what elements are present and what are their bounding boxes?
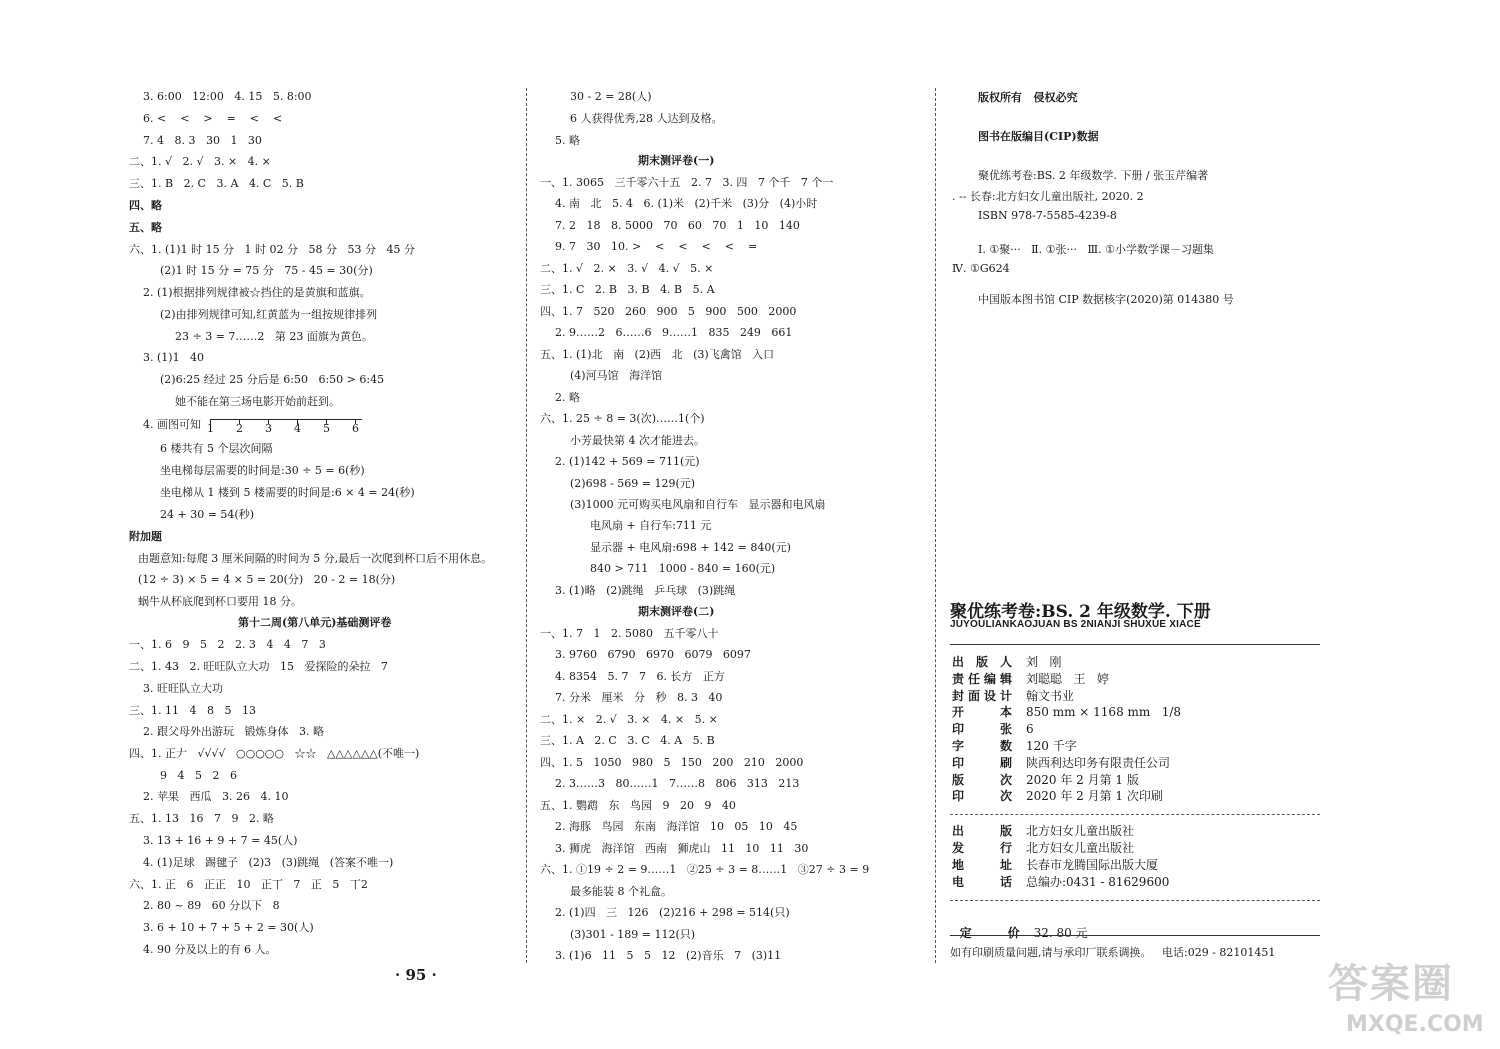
answer-line: 四、1. 5 1050 980 5 150 200 210 2000 — [540, 756, 804, 769]
answer-line: 小芳最快第 4 次才能进去。 — [570, 434, 705, 447]
colophon-key: 责任编辑 — [952, 671, 1012, 686]
answer-line: 五、1. 鹦鹉 东 鸟园 9 20 9 40 — [540, 799, 736, 812]
answer-line: 4. 90 分及以上的有 6 人。 — [143, 943, 277, 956]
colophon-value: 刘 刚 — [1026, 655, 1062, 669]
colophon-value: 总编办:0431 - 81629600 — [1026, 875, 1170, 889]
answer-line: (3)301 - 189 = 112(只) — [570, 928, 696, 941]
answer-line: 3. 旺旺队立大功 — [143, 682, 223, 695]
answer-line: 24 + 30 = 54(秒) — [160, 508, 254, 521]
colophon-key: 印次 — [952, 789, 1012, 804]
colophon-key: 字数 — [952, 739, 1012, 753]
number-line-label: 4 — [294, 422, 301, 435]
answer-line: (2)698 - 569 = 129(元) — [570, 477, 696, 490]
answer-line: (12 ÷ 3) × 5 = 4 × 5 = 20(分) 20 - 2 = 18(分) — [138, 573, 396, 586]
cip-line: ISBN 978-7-5585-4239-8 — [978, 209, 1117, 222]
answer-line: 一、1. 3065 三千零六十五 2. 7 3. 四 7 个千 7 个一 — [540, 176, 834, 189]
answer-line: 30 - 2 = 28(人) — [570, 90, 652, 103]
colophon-key: 开本 — [952, 705, 1012, 720]
number-line-label: 3 — [265, 422, 272, 435]
answer-line: 7. 4 8. 3 30 1 30 — [143, 134, 262, 147]
cip-line: 中国版本图书馆 CIP 数据核字(2020)第 014380 号 — [978, 293, 1234, 306]
colophon-row — [952, 738, 1077, 754]
divider — [950, 935, 1320, 936]
answer-line: 6. < < > = < < — [143, 112, 283, 125]
colophon-row — [952, 721, 1034, 737]
answer-line: 三、1. B 2. C 3. A 4. C 5. B — [129, 177, 304, 190]
answer-line: 四、1. 7 520 260 900 5 900 500 2000 — [540, 305, 797, 318]
answer-line: 840 > 711 1000 - 840 = 160(元) — [590, 562, 776, 575]
answer-line: 4. 画图可知 — [143, 418, 201, 431]
colophon-value: 陕西利达印务有限责任公司 — [1026, 755, 1171, 770]
colophon-row — [952, 788, 1163, 804]
answer-line: 她不能在第三场电影开始前赶到。 — [175, 395, 340, 408]
answer-line: 2. 9……2 6……6 9……1 835 249 661 — [555, 326, 793, 339]
colophon-row — [952, 823, 1134, 839]
answer-line: 六、1. 25 ÷ 8 = 3(次)……1(个) — [540, 412, 705, 425]
answer-line: (2)6:25 经过 25 分后是 6:50 6:50 > 6:45 — [160, 373, 385, 386]
colophon-key: 印刷 — [952, 755, 1012, 770]
answer-line: 附加题 — [129, 530, 162, 543]
colophon-key: 发行 — [952, 841, 1012, 855]
answer-line: 3. 6 + 10 + 7 + 5 + 2 = 30(人) — [143, 921, 314, 934]
answer-line: 五、1. (1)北 南 (2)西 北 (3)飞禽馆 入口 — [540, 348, 775, 361]
colophon-row — [952, 654, 1061, 670]
number-line-label: 6 — [352, 422, 359, 435]
answer-line: 7. 分米 厘米 分 秒 8. 3 40 — [555, 691, 723, 704]
answer-line: 三、1. C 2. B 3. B 4. B 5. A — [540, 283, 715, 296]
answer-line: 六、1. 正 6 正正 10 正丅 7 正 5 丅2 — [129, 878, 368, 891]
answer-line: 四、1. 正𠂇 √√√√ ○○○○○ ☆☆ △△△△△△(不唯一) — [129, 747, 420, 760]
answer-line: 2. 跟父母外出游玩 锻炼身体 3. 略 — [143, 725, 324, 738]
answer-line: 六、1. ①19 ÷ 2 = 9……1 ②25 ÷ 3 = 8……1 ③27 ÷ 3 = 9 — [540, 863, 870, 876]
price-key: 定价 — [959, 926, 1020, 940]
colophon-row — [952, 857, 1158, 873]
watermark-logo — [1320, 952, 1490, 1044]
answer-line: 二、1. √ 2. × 3. √ 4. √ 5. × — [540, 262, 714, 275]
answer-line: 4. 8354 5. 7 7 6. 长方 正方 — [555, 670, 725, 683]
left-section-heading: 第十二周(第八单元)基础测评卷 — [238, 616, 392, 629]
colophon-row — [952, 755, 1170, 771]
answer-line: 2. 80 ~ 89 60 分以下 8 — [143, 899, 280, 912]
answer-line: 二、1. √ 2. √ 3. × 4. × — [129, 155, 271, 168]
answer-line: 一、1. 6 9 5 2 2. 3 4 4 7 3 — [129, 638, 326, 651]
answer-line: 3. 9760 6790 6970 6079 6097 — [555, 648, 751, 661]
section-heading: 期末测评卷(二) — [638, 605, 715, 618]
answer-line: 三、1. A 2. C 3. C 4. A 5. B — [540, 734, 715, 747]
answer-line: 2. 3……3 80……1 7……8 806 313 213 — [555, 777, 800, 790]
answer-line: 7. 2 18 8. 5000 70 60 70 1 10 140 — [555, 219, 800, 232]
cip-line: 版权所有 侵权必究 — [978, 91, 1078, 104]
cip-line: 聚优练考卷:BS. 2 年级数学. 下册 / 张玉芹编著 — [978, 169, 1209, 182]
answer-line: 3. (1)1 40 — [143, 351, 205, 364]
answer-line: 4. 南 北 5. 4 6. (1)米 (2)千米 (3)分 (4)小时 — [555, 197, 818, 210]
answer-line: 3. 6:00 12:00 4. 15 5. 8:00 — [143, 90, 312, 103]
section-heading: 期末测评卷(一) — [638, 154, 715, 167]
answer-line: 6 楼共有 5 个层次间隔 — [160, 442, 273, 455]
colophon-row — [952, 671, 1109, 687]
answer-line: 显示器 + 电风扇:698 + 142 = 840(元) — [590, 541, 791, 554]
colophon-key: 电话 — [952, 875, 1012, 889]
cip-line: Ⅰ. ①聚··· Ⅱ. ①张··· Ⅲ. ①小学数学课－习题集 — [978, 243, 1214, 256]
number-line-label: 1 — [207, 422, 214, 435]
answer-line: (2)1 时 15 分 = 75 分 75 - 45 = 30(分) — [160, 264, 373, 277]
colophon-row — [952, 688, 1074, 704]
answer-line: 三、1. 11 4 8 5 13 — [129, 704, 256, 717]
answer-line: 蜗牛从杯底爬到杯口要用 18 分。 — [138, 595, 302, 608]
colophon-value: 6 — [1026, 722, 1034, 737]
answer-line: 9 4 5 2 6 — [160, 769, 237, 782]
colophon-key: 地址 — [952, 858, 1012, 872]
answer-line: 坐电梯从 1 楼到 5 楼需要的时间是:6 × 4 = 24(秒) — [160, 486, 415, 499]
watermark-url: MXQE.COM — [1346, 1012, 1484, 1037]
colophon-value: 2020 年 2 月第 1 次印刷 — [1026, 789, 1163, 804]
colophon-value: 850 mm × 1168 mm 1/8 — [1026, 705, 1182, 720]
answer-line: 23 ÷ 3 = 7……2 第 23 面旗为黄色。 — [175, 330, 373, 343]
price-row — [952, 909, 1088, 941]
answer-line: 五、1. 13 16 7 9 2. 略 — [129, 812, 274, 825]
answer-line: 5. 略 — [555, 134, 580, 147]
colophon-value: 2020 年 2 月第 1 版 — [1026, 772, 1139, 787]
column-divider — [935, 88, 936, 963]
cip-line: 图书在版编目(CIP)数据 — [978, 130, 1099, 143]
answer-line: 2. 略 — [555, 391, 580, 404]
answer-line: 2. (1)四 三 126 (2)216 + 298 = 514(只) — [555, 906, 790, 919]
answer-line: 二、1. × 2. √ 3. × 4. × 5. × — [540, 713, 718, 726]
answer-line: 六、1. (1)1 时 15 分 1 时 02 分 58 分 53 分 45 分 — [129, 243, 415, 256]
answer-line: 2. (1)根据排列规律被☆挡住的是黄旗和蓝旗。 — [143, 286, 371, 299]
divider — [950, 900, 1320, 901]
answer-line: 3. (1)6 11 5 5 12 (2)音乐 7 (3)11 — [555, 949, 782, 962]
colophon-key: 印张 — [952, 722, 1012, 737]
colophon-key: 封面设计 — [952, 688, 1012, 703]
answer-line: 6 人获得优秀,28 人达到及格。 — [570, 112, 723, 125]
answer-line: 最多能装 8 个礼盒。 — [570, 885, 672, 898]
colophon-row — [952, 840, 1134, 856]
answer-line: 3. (1)略 (2)跳绳 乒乓球 (3)跳绳 — [555, 584, 736, 597]
page-number: · 95 · — [395, 966, 437, 984]
answer-line: 四、略 — [129, 199, 162, 212]
colophon-value: 翰文书业 — [1026, 688, 1075, 703]
answer-line: 4. (1)足球 踢毽子 (2)3 (3)跳绳 (答案不唯一) — [143, 856, 394, 869]
answer-line: 电风扇 + 自行车:711 元 — [590, 519, 712, 532]
price-value: 32. 80 元 — [1033, 926, 1088, 940]
answer-line: 二、1. 43 2. 旺旺队立大功 15 爱探险的朵拉 7 — [129, 660, 388, 673]
colophon-value: 刘聪聪 王 婷 — [1026, 671, 1109, 686]
watermark-text: 答案圈 — [1328, 961, 1454, 1007]
number-line-label: 2 — [236, 422, 243, 435]
answer-line: (2)由排列规律可知,红黄蓝为一组按规律排列 — [160, 308, 378, 321]
number-line — [207, 417, 362, 435]
colophon-key: 出版 — [952, 824, 1012, 838]
divider — [950, 644, 1320, 645]
book-title: 聚优练考卷:BS. 2 年级数学. 下册 — [950, 602, 1211, 622]
colophon-value: 120 千字 — [1026, 739, 1077, 753]
divider — [950, 814, 1320, 815]
colophon-value: 长春市龙腾国际出版大厦 — [1026, 858, 1159, 872]
colophon-key: 出版人 — [952, 655, 1012, 669]
answer-line: (3)1000 元可购买电风扇和自行车 显示器和电风扇 — [570, 498, 826, 511]
colophon-row — [952, 874, 1169, 890]
answer-line: 由题意知:每爬 3 厘米间隔的时间为 5 分,最后一次爬到杯口后不用休息。 — [138, 552, 493, 565]
colophon-row — [952, 704, 1181, 720]
answer-line: 2. 海豚 鸟园 东南 海洋馆 10 05 10 45 — [555, 820, 798, 833]
footer-note: 如有印刷质量问题,请与承印厂联系调换。 电话:029 - 82101451 — [950, 946, 1276, 959]
answer-line: 3. 13 + 16 + 9 + 7 = 45(人) — [143, 834, 298, 847]
book-pinyin: JUYOULIANKAOJUAN BS 2NIANJI SHUXUE XIACE — [950, 619, 1201, 630]
answer-line: 坐电梯每层需要的时间是:30 ÷ 5 = 6(秒) — [160, 464, 365, 477]
answer-line: 3. 狮虎 海洋馆 西南 狮虎山 11 10 11 30 — [555, 842, 809, 855]
number-line-label: 5 — [323, 422, 330, 435]
answer-line: 一、1. 7 1 2. 5080 五千零八十 — [540, 627, 719, 640]
cip-line: Ⅳ. ①G624 — [952, 262, 1010, 275]
colophon-key: 版次 — [952, 772, 1012, 787]
colophon-row — [952, 772, 1139, 788]
answer-line: 9. 7 30 10. > < < < < = — [555, 240, 758, 253]
column-divider — [526, 88, 527, 963]
colophon-value: 北方妇女儿童出版社 — [1026, 841, 1135, 855]
answer-line: (4)河马馆 海洋馆 — [570, 369, 663, 382]
colophon-value: 北方妇女儿童出版社 — [1026, 824, 1135, 838]
answer-line: 2. 苹果 西瓜 3. 26 4. 10 — [143, 790, 289, 803]
answer-line: 2. (1)142 + 569 = 711(元) — [555, 455, 700, 468]
cip-line: . -- 长春:北方妇女儿童出版社, 2020. 2 — [952, 190, 1144, 203]
answer-line: 五、略 — [129, 221, 162, 234]
